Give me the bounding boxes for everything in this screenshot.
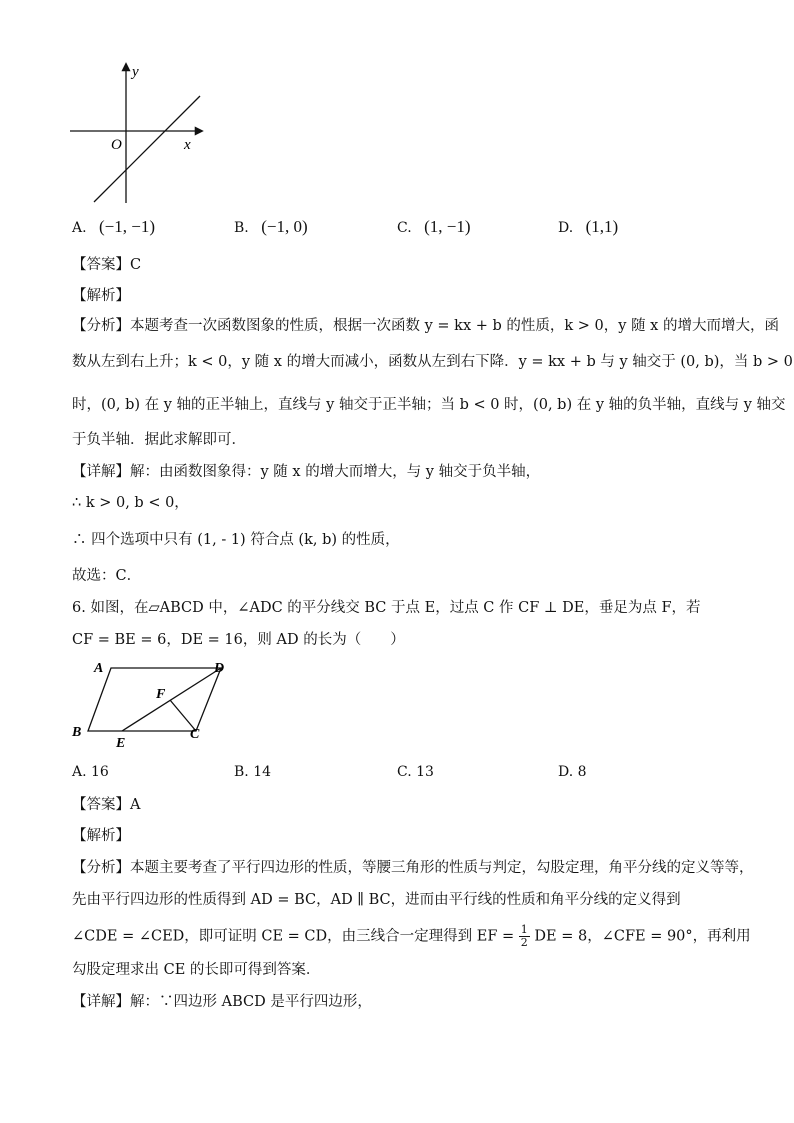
q6-detail-line-1: 【详解】解：∵四边形 ABCD 是平行四边形， xyxy=(72,994,372,1010)
q6-fenxi-line-4: 勾股定理求出 CE 的长即可得到答案． xyxy=(72,962,321,978)
segment-de xyxy=(122,668,221,731)
q5-option-c[interactable]: C. (1, −1) xyxy=(397,217,471,236)
q6-fenxi-line-3: ∠CDE = ∠CED，即可证明 CE = CD，由三线合一定理得到 EF = $\frac{1}{2}$ DE = 8，∠CFE = 90°，再利用 xyxy=(72,923,751,949)
q6-stem-line-2: CF = BE = 6，DE = 16，则 AD 的长为（ ） xyxy=(72,632,405,648)
q5-detail-line-4: 故选：C． xyxy=(72,568,142,584)
q6-option-b[interactable]: B. 14 xyxy=(234,764,272,780)
label-a: A xyxy=(94,661,104,676)
q6-fenxi-line-1: 【分析】本题主要考查了平行四边形的性质，等腰三角形的性质与判定，勾股定理，角平分线的定义等等， xyxy=(72,860,754,876)
parallelogram-abcd xyxy=(88,668,221,731)
x-axis-label: x xyxy=(184,137,191,153)
q5-detail-line-2: ∴ k > 0, b < 0， xyxy=(72,495,189,511)
q6-option-c[interactable]: C. 13 xyxy=(397,764,434,780)
fraction-one-half: $\frac{1}{2}$ xyxy=(520,923,528,949)
q6-stem-line-1: 6. 如图，在▱ABCD 中，∠ADC 的平分线交 BC 于点 E，过点 C 作 CF ⊥ DE，垂足为点 F，若 xyxy=(72,600,701,616)
label-e: E xyxy=(116,736,126,751)
label-c: C xyxy=(190,727,200,742)
q5-detail-line-1: 【详解】解：由函数图象得：y 随 x 的增大而增大，与 y 轴交于负半轴， xyxy=(72,464,541,480)
q5-detail-line-3: ∴ 四个选项中只有 (1, - 1) 符合点 (k, b) 的性质， xyxy=(72,532,400,548)
q5-fenxi-line-1: 【分析】本题考查一次函数图象的性质，根据一次函数 y = kx + b 的性质，k > 0，y 随 x 的增大而增大，函 xyxy=(72,318,779,334)
q5-fenxi-line-3: 时，(0, b) 在 y 轴的正半轴上，直线与 y 轴交于正半轴；当 b < 0 时，(0, b) 在 y 轴的负半轴，直线与 y 轴交 xyxy=(72,397,786,413)
label-f: F xyxy=(156,687,166,702)
q6-answer: 【答案】A xyxy=(72,797,141,813)
label-d: D xyxy=(214,661,225,676)
q6-analysis-heading: 【解析】 xyxy=(72,828,130,844)
origin-label: O xyxy=(111,137,122,153)
linear-function-graph xyxy=(60,58,220,208)
q5-option-d[interactable]: D. (1,1) xyxy=(558,217,619,236)
q5-fenxi-line-2: 数从左到右上升；k < 0，y 随 x 的增大而减小，函数从左到右下降．y = kx + b 与 y 轴交于 (0, b)，当 b > 0 xyxy=(72,354,793,370)
y-axis-label: y xyxy=(132,64,139,80)
q5-analysis-heading: 【解析】 xyxy=(72,288,130,304)
parallelogram-figure xyxy=(66,654,236,754)
q6-option-a[interactable]: A. 16 xyxy=(72,764,109,780)
q5-option-b[interactable]: B. (−1, 0) xyxy=(234,217,308,236)
q6-fenxi-line-2: 先由平行四边形的性质得到 AD = BC，AD ∥ BC，进而由平行线的性质和角平分线的定义得到 xyxy=(72,892,681,908)
q6-option-d[interactable]: D. 8 xyxy=(558,764,587,780)
q5-option-a[interactable]: A. (−1, −1) xyxy=(72,217,156,236)
q5-fenxi-line-4: 于负半轴．据此求解即可． xyxy=(72,432,246,448)
q5-answer: 【答案】C xyxy=(72,257,142,273)
label-b: B xyxy=(72,725,82,740)
